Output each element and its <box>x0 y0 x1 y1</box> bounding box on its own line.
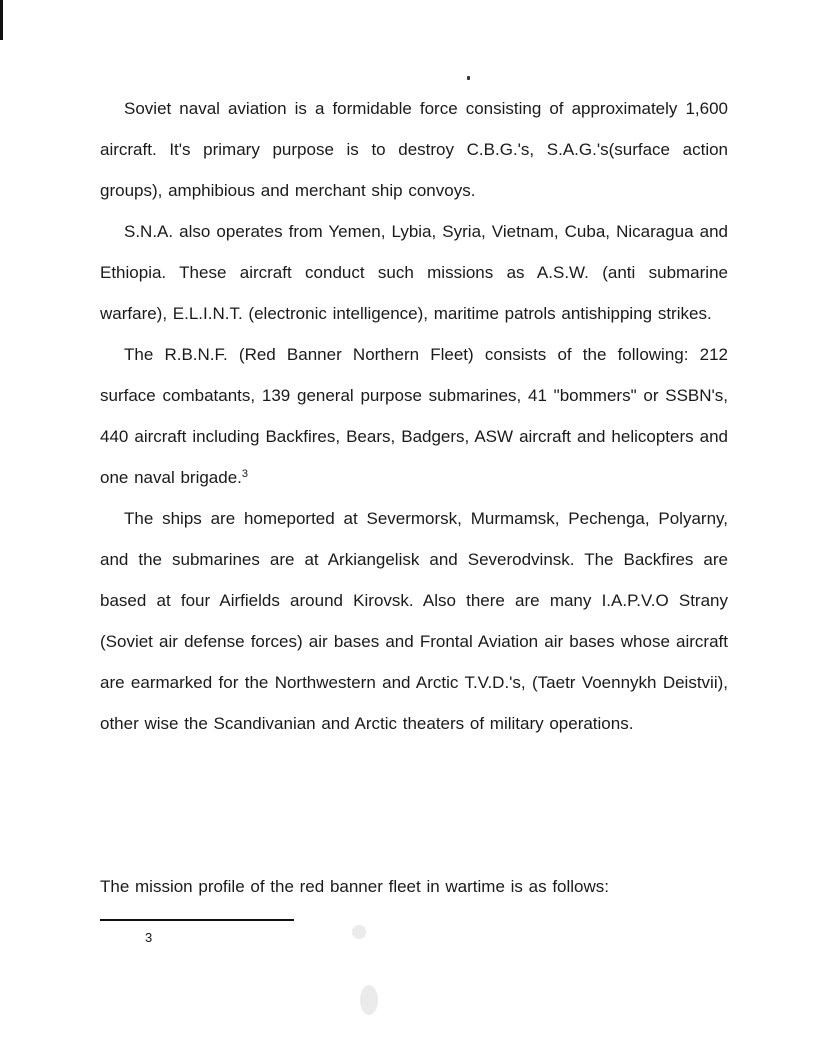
paragraph-sna-operations <box>100 211 728 334</box>
scan-smudge <box>360 985 378 1015</box>
paragraph-soviet-naval-aviation <box>100 88 728 211</box>
document-body <box>100 88 728 744</box>
paragraph-text: The R.B.N.F. (Red Banner Northern Fleet) consists of the following: 212 surface combatants, 139 general purpose submarines, 41 "bommers" or SSBN's, 440 aircraft including Backfires, Bears, Badgers, ASW aircraft and helicopters and one naval brigade. <box>100 345 728 487</box>
scan-speck <box>467 76 470 80</box>
footnote-reference: 3 <box>241 468 249 480</box>
paragraph-text: S.N.A. also operates from Yemen, Lybia, Syria, Vietnam, Cuba, Nicaragua and Ethiopia. These aircraft conduct such missions as A.S.W. (anti submarine warfare), E.L.I.N.T. (electronic intelligence), maritime patrols antishipping strikes. <box>100 222 728 323</box>
scan-edge-mark <box>0 0 3 40</box>
paragraph-homeports <box>100 498 728 744</box>
footnote-divider <box>100 919 294 921</box>
mission-profile-line: The mission profile of the red banner fleet in wartime is as follows: <box>100 877 610 896</box>
paragraph-text: Soviet naval aviation is a formidable force consisting of approximately 1,600 aircraft. It's primary purpose is to destroy C.B.G.'s, S.A.G.'s(surface action groups), amphibious and merchant ship convoys. <box>100 99 728 200</box>
paragraph-text: The ships are homeported at Severmorsk, Murmamsk, Pechenga, Polyarny, and the submarines are at Arkiangelisk and Severodvinsk. The Backfires are based at four Airfields around Kirovsk. Also there are many I.A.P.V.O Strany (Soviet air defense forces) air bases and Frontal Aviation air bases whose aircraft are earmarked for the Northwestern and Arctic T.V.D.'s, (Taetr Voennykh Deistvii), other wise the Scandivanian and Arctic theaters of military operations. <box>100 509 728 733</box>
paragraph-rbnf-composition <box>100 334 728 498</box>
footnote-number: 3 <box>145 930 153 945</box>
scan-smudge <box>352 925 366 939</box>
